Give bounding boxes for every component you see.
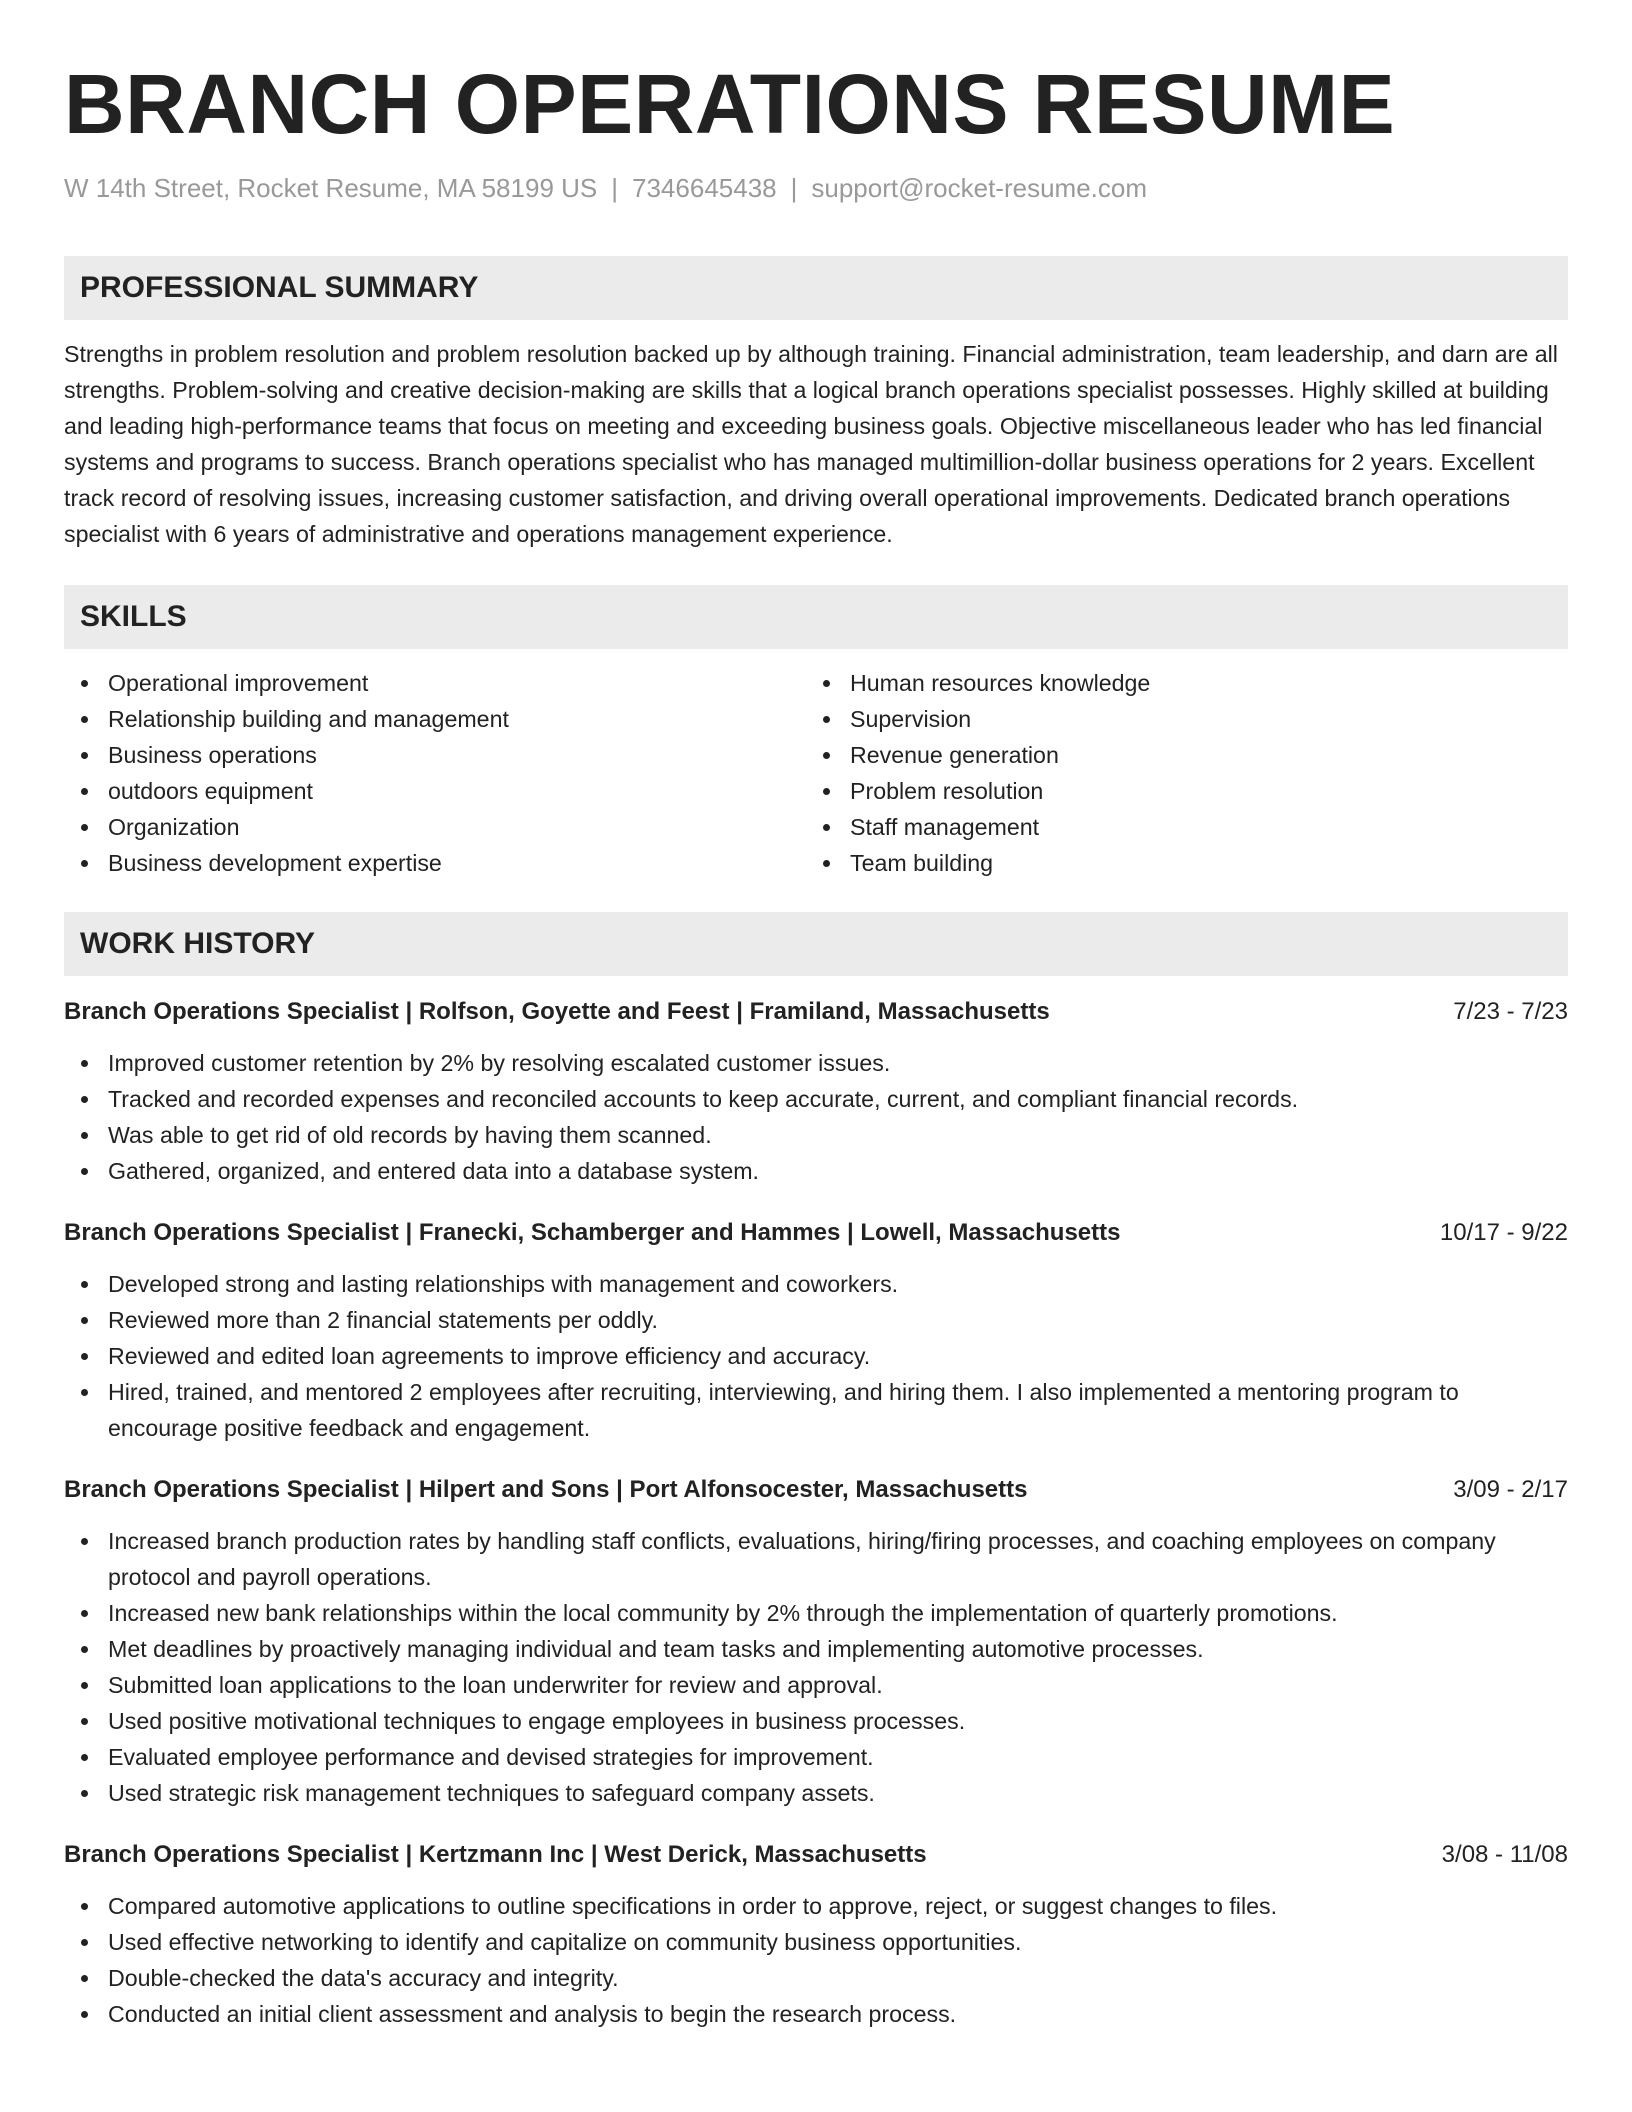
skill-item: Problem resolution xyxy=(806,773,1548,809)
job-bullets xyxy=(64,1888,1568,2032)
job-bullet: Used positive motivational techniques to engage employees in business processes. xyxy=(64,1703,1568,1739)
section-header-work-history: WORK HISTORY xyxy=(64,912,1568,976)
resume-title: BRANCH OPERATIONS RESUME xyxy=(64,57,1396,151)
job-bullet: Evaluated employee performance and devised strategies for improvement. xyxy=(64,1739,1568,1775)
skill-item: Team building xyxy=(806,845,1548,881)
skill-item: Staff management xyxy=(806,809,1548,845)
job-entry xyxy=(64,994,1568,1189)
summary-text: Strengths in problem resolution and problem resolution backed up by although training. Financial administration, team leadership, and darn are all strengths. Problem-solving and creative decision-making are skills that a logical branch operations specialist possesses. Highly skilled at building and leading high-performance teams that focus on meeting and exceeding business goals. Objective miscellaneous leader who has led financial systems and programs to success. Branch operations specialist who has managed multimillion-dollar business operations for 2 years. Excellent track record of resolving issues, increasing customer satisfaction, and driving overall operational improvements. Dedicated branch operations specialist with 6 years of administrative and operations management experience. xyxy=(64,341,1558,547)
job-header xyxy=(64,994,1568,1030)
job-bullet: Was able to get rid of old records by having them scanned. xyxy=(64,1117,1568,1153)
job-bullet: Increased new bank relationships within the local community by 2% through the implementation of quarterly promotions. xyxy=(64,1595,1568,1631)
job-bullets xyxy=(64,1523,1568,1811)
job-entry xyxy=(64,1837,1568,2032)
contact-separator: | xyxy=(790,173,798,203)
skill-item: Business operations xyxy=(64,737,806,773)
skills-column-left xyxy=(64,665,806,881)
skill-item: Revenue generation xyxy=(806,737,1548,773)
contact-address: W 14th Street, Rocket Resume, MA 58199 US xyxy=(64,173,598,203)
skill-item: Supervision xyxy=(806,701,1548,737)
job-title: Branch Operations Specialist | Hilpert and Sons | Port Alfonsocester, Massachusetts xyxy=(64,1476,1028,1503)
job-bullets xyxy=(64,1045,1568,1189)
job-entry xyxy=(64,1472,1568,1811)
job-bullet: Double-checked the data's accuracy and integrity. xyxy=(64,1960,1568,1996)
job-bullet: Reviewed and edited loan agreements to improve efficiency and accuracy. xyxy=(64,1338,1568,1374)
skill-item: Operational improvement xyxy=(64,665,806,701)
skill-item: outdoors equipment xyxy=(64,773,806,809)
job-bullet: Improved customer retention by 2% by resolving escalated customer issues. xyxy=(64,1045,1568,1081)
job-bullet: Met deadlines by proactively managing individual and team tasks and implementing automotive processes. xyxy=(64,1631,1568,1667)
job-dates: 3/09 - 2/17 xyxy=(1453,1476,1568,1503)
job-entry xyxy=(64,1215,1568,1446)
job-header xyxy=(64,1472,1568,1508)
job-bullet: Used strategic risk management techniques to safeguard company assets. xyxy=(64,1775,1568,1811)
job-bullet: Conducted an initial client assessment and analysis to begin the research process. xyxy=(64,1996,1568,2032)
job-bullet: Developed strong and lasting relationships with management and coworkers. xyxy=(64,1266,1568,1302)
job-dates: 3/08 - 11/08 xyxy=(1441,1841,1568,1868)
skill-item: Human resources knowledge xyxy=(806,665,1548,701)
job-dates: 10/17 - 9/22 xyxy=(1439,1219,1568,1246)
job-header xyxy=(64,1215,1568,1251)
job-title: Branch Operations Specialist | Kertzmann Inc | West Derick, Massachusetts xyxy=(64,1841,927,1868)
job-bullets xyxy=(64,1266,1568,1446)
section-header-summary: PROFESSIONAL SUMMARY xyxy=(64,256,1568,320)
job-bullet: Compared automotive applications to outline specifications in order to approve, reject, or suggest changes to files. xyxy=(64,1888,1568,1924)
contact-phone: 7346645438 xyxy=(632,173,777,203)
skills-list xyxy=(64,665,1568,881)
job-bullet: Hired, trained, and mentored 2 employees after recruiting, interviewing, and hiring them. I also implemented a mentoring program to encourage positive feedback and engagement. xyxy=(64,1374,1568,1446)
contact-line xyxy=(64,170,1568,206)
contact-separator: | xyxy=(611,173,619,203)
job-title: Branch Operations Specialist | Rolfson, Goyette and Feest | Framiland, Massachusetts xyxy=(64,998,1050,1025)
job-bullet: Increased branch production rates by handling staff conflicts, evaluations, hiring/firing processes, and coaching employees on company protocol and payroll operations. xyxy=(64,1523,1568,1595)
contact-email: support@rocket-resume.com xyxy=(811,173,1148,203)
job-bullet: Tracked and recorded expenses and reconciled accounts to keep accurate, current, and compliant financial records. xyxy=(64,1081,1568,1117)
job-header xyxy=(64,1837,1568,1873)
job-bullet: Gathered, organized, and entered data into a database system. xyxy=(64,1153,1568,1189)
skill-item: Organization xyxy=(64,809,806,845)
job-dates: 7/23 - 7/23 xyxy=(1453,998,1568,1025)
job-bullet: Used effective networking to identify and capitalize on community business opportunities. xyxy=(64,1924,1568,1960)
job-bullet: Reviewed more than 2 financial statements per oddly. xyxy=(64,1302,1568,1338)
skills-column-right xyxy=(806,665,1548,881)
section-header-skills: SKILLS xyxy=(64,585,1568,649)
skill-item: Relationship building and management xyxy=(64,701,806,737)
skill-item: Business development expertise xyxy=(64,845,806,881)
job-title: Branch Operations Specialist | Franecki, Schamberger and Hammes | Lowell, Massachusetts xyxy=(64,1219,1121,1246)
job-bullet: Submitted loan applications to the loan underwriter for review and approval. xyxy=(64,1667,1568,1703)
